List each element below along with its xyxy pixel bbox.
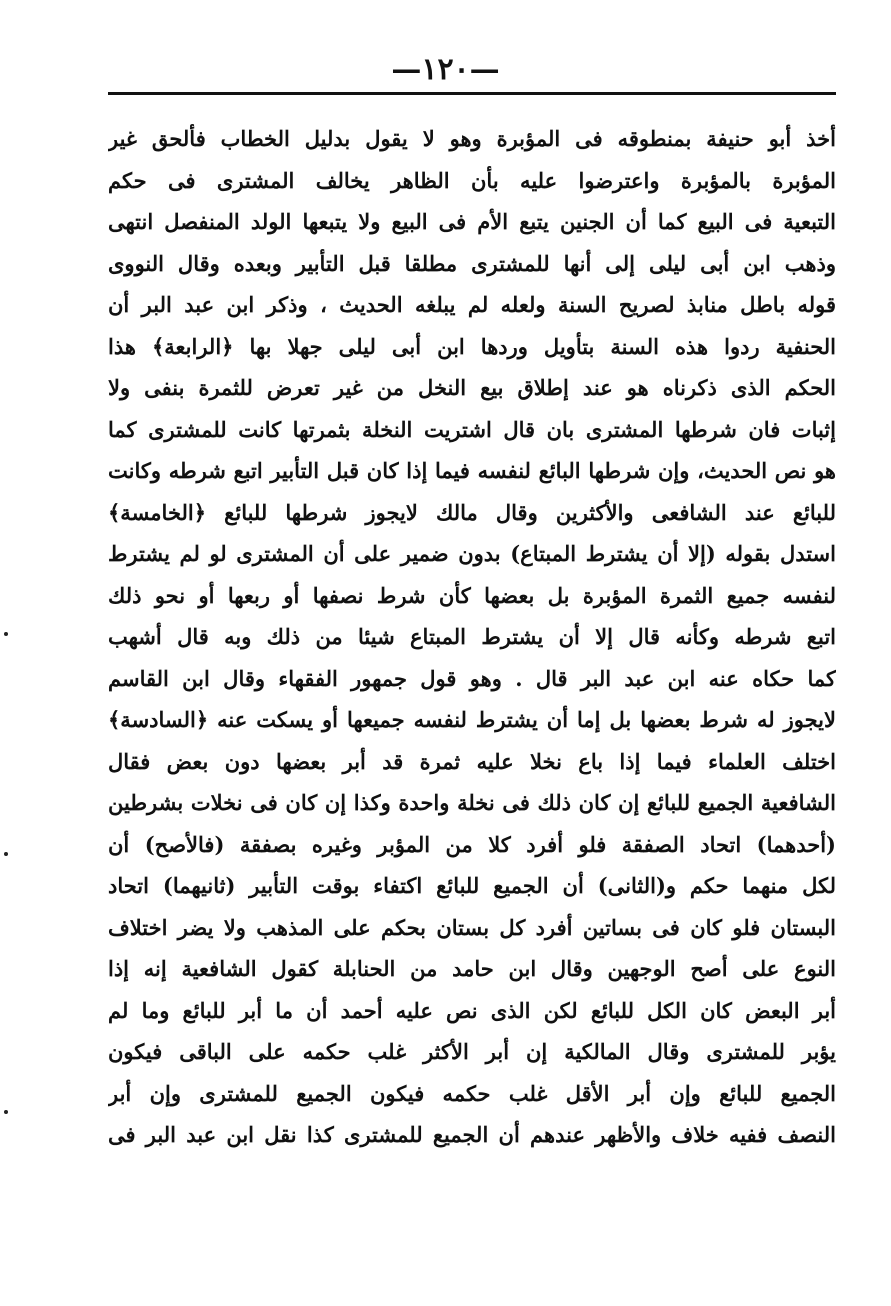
text-line: هو نص الحديث، وإن شرطها البائع لنفسه فيما إذا كان قبل التأبير اتبع شرطه وكانت xyxy=(108,458,836,483)
text-line: الحنفية ردوا هذه السنة بتأويل وردها ابن أبى ليلى جهلا بها ﴿الرابعة﴾ هذا xyxy=(108,333,836,359)
text-line: المؤبرة بالمؤبرة واعترضوا عليه بأن الظاهر يخالف المشترى فى حكم xyxy=(108,167,836,193)
text-line: الشافعية الجميع للبائع إن كان ذلك فى نخلة واحدة وكذا إن كان فى نخلات بشرطين xyxy=(108,790,836,815)
text-line: كما حكاه عنه ابن عبد البر قال . وهو قول جمهور الفقهاء وقال ابن القاسم xyxy=(108,665,836,691)
text-line: (أحدهما) اتحاد الصفقة فلو أفرد كلا من المؤبر وغيره بصفقة (فالأصح) أن xyxy=(108,831,836,857)
margin-mark xyxy=(4,1110,8,1114)
text-line: الحكم الذى ذكرناه هو عند إطلاق بيع النخل من غير تعرض للثمرة بنفى ولا xyxy=(108,375,836,400)
body-text xyxy=(108,118,836,1156)
text-line: قوله باطل منابذ لصريح السنة ولعله لم يبلغه الحديث ، وذكر ابن عبد البر أن xyxy=(108,292,836,317)
text-line: البستان فلو كان فى بساتين أفرد كل بستان بحكم على المذهب ولا يضر اختلاف xyxy=(108,914,836,940)
text-line: لنفسه جميع الثمرة المؤبرة بل بعضها كأن شرط نصفها أو ربعها أو نحو ذلك xyxy=(108,582,836,608)
text-line: لكل منهما حكم و(الثانى) أن الجميع للبائع اكتفاء بوقت التأبير (ثانيهما) اتحاد xyxy=(108,873,836,898)
header-rule xyxy=(108,92,836,95)
text-line: يؤبر للمشترى وقال المالكية إن أبر الأكثر غلب حكمه على الباقى فيكون xyxy=(108,1039,836,1064)
margin-mark xyxy=(4,852,8,856)
text-line: لايجوز له شرط بعضها بل إما أن يشترط لنفسه جميعها أو يسكت عنه ﴿السادسة﴾ xyxy=(108,707,836,732)
text-line: أبر البعض كان الكل للبائع لكن الذى نص عليه أحمد أن ما أبر للبائع وما لم xyxy=(108,997,836,1023)
page-number: —١٢٠— xyxy=(391,52,500,87)
text-line: أخذ أبو حنيفة بمنطوقه فى المؤبرة وهو لا يقول بدليل الخطاب فألحق غير xyxy=(108,126,836,151)
text-line: للبائع عند الشافعى والأكثرين وقال مالك لايجوز شرطها للبائع ﴿الخامسة﴾ xyxy=(108,499,836,525)
margin-mark xyxy=(4,632,8,636)
text-line: اختلف العلماء فيما إذا باع نخلا عليه ثمرة قد أبر بعضها دون بعض فقال xyxy=(108,748,836,774)
text-line: التبعية فى البيع كما أن الجنين يتبع الأم فى البيع ولا يتبعها الولد المنفصل انتهى xyxy=(108,209,836,234)
text-line: وذهب ابن أبى ليلى إلى أنها للمشترى مطلقا قبل التأبير وبعده وقال النووى xyxy=(108,250,836,276)
text-line: الجميع للبائع وإن أبر الأقل غلب حكمه فيكون الجميع للمشترى وإن أبر xyxy=(108,1080,836,1106)
text-line: استدل بقوله (إلا أن يشترط المبتاع) بدون ضمير على أن المشترى لو لم يشترط xyxy=(108,541,836,566)
text-line: إثبات فان شرطها المشترى بان قال اشتريت النخلة بثمرتها كانت للمشترى كما xyxy=(108,416,836,442)
text-line: النوع على أصح الوجهين وقال ابن حامد من الحنابلة كقول الشافعية إنه إذا xyxy=(108,956,836,981)
text-line: النصف ففيه خلاف والأظهر عندهم أن الجميع للمشترى كذا نقل ابن عبد البر فى xyxy=(108,1122,836,1147)
text-line: اتبع شرطه وكأنه قال إلا أن يشترط المبتاع شيئا من ذلك وبه قال أشهب xyxy=(108,624,836,649)
